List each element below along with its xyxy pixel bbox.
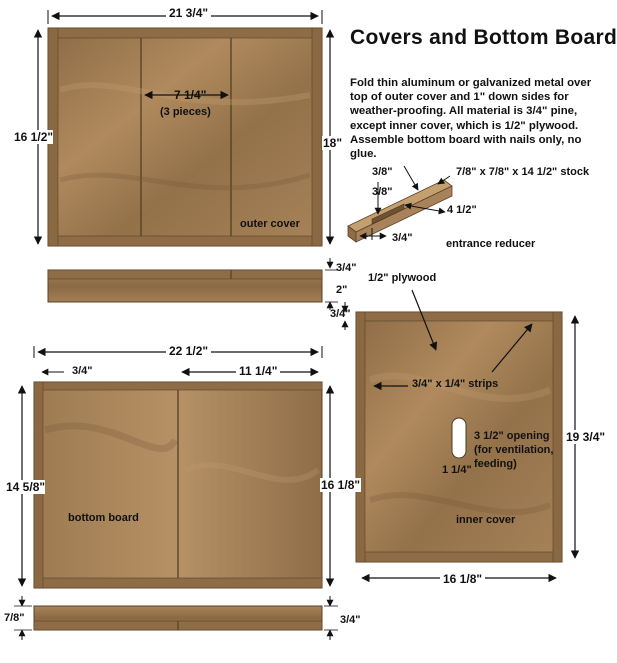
outer-cover-height-right: 18" (323, 136, 343, 150)
opening-note: (for ventilation, (474, 444, 554, 456)
inner-cover-width: 16 1/8" (440, 572, 485, 586)
inner-cover-label: inner cover (456, 514, 516, 526)
reducer-stock: 7/8" x 7/8" x 14 1/2" stock (456, 166, 590, 178)
bottom-board-height-left: 14 5/8" (6, 480, 46, 494)
reducer-notch-length: 4 1/2" (447, 204, 477, 216)
bottom-board-edge (34, 606, 322, 630)
bottom-board (34, 382, 322, 588)
bottom-board-height-right: 16 1/8" (321, 478, 361, 492)
instructions-paragraph: Fold thin aluminum or galvanized metal over top of outer cover and 1" down sides for weather-proofing. All material is 3/4" pine, except inner cover, which is 1/2" plywood. Assemble bottom board with nails only, no glue. (350, 77, 592, 161)
outer-edge-height: 2" (336, 284, 348, 296)
slat-width: 7 1/4" (174, 88, 207, 102)
slat-note: (3 pieces) (160, 106, 211, 118)
outer-cover-edge (48, 270, 322, 302)
bottom-edge-thickness-left: 7/8" (4, 612, 25, 624)
opening-width: 1 1/4" (442, 464, 472, 476)
outer-cover-width: 21 3/4" (166, 6, 211, 20)
strips-label: 3/4" x 1/4" strips (412, 378, 499, 390)
opening-note-2: feeding) (474, 458, 517, 470)
outer-edge-thickness: 3/4" (336, 262, 357, 274)
bottom-edge-thickness-right: 3/4" (340, 614, 361, 626)
opening-label: 3 1/2" opening (474, 430, 550, 442)
reducer-notch-depth: 3/8" (372, 166, 393, 178)
outer-cover-board (48, 28, 322, 246)
bottom-board-rim: 3/4" (72, 365, 93, 377)
bottom-board-width: 22 1/2" (166, 344, 211, 358)
outer-cover-label: outer cover (240, 218, 300, 230)
diagram-title: Covers and Bottom Board (350, 26, 617, 49)
reducer-label: entrance reducer (446, 238, 536, 250)
reducer-notch-width: 3/4" (392, 232, 413, 244)
inner-cover-edge: 3/4" (330, 308, 351, 320)
plywood-label: 1/2" plywood (368, 272, 437, 284)
ventilation-opening (452, 418, 466, 458)
reducer-notch-side: 3/8" (372, 186, 393, 198)
inner-cover-height: 19 3/4" (566, 430, 606, 444)
outer-cover-height-left: 16 1/2" (14, 130, 54, 144)
bottom-board-half-width: 11 1/4" (236, 364, 280, 378)
bottom-board-label: bottom board (68, 512, 139, 524)
